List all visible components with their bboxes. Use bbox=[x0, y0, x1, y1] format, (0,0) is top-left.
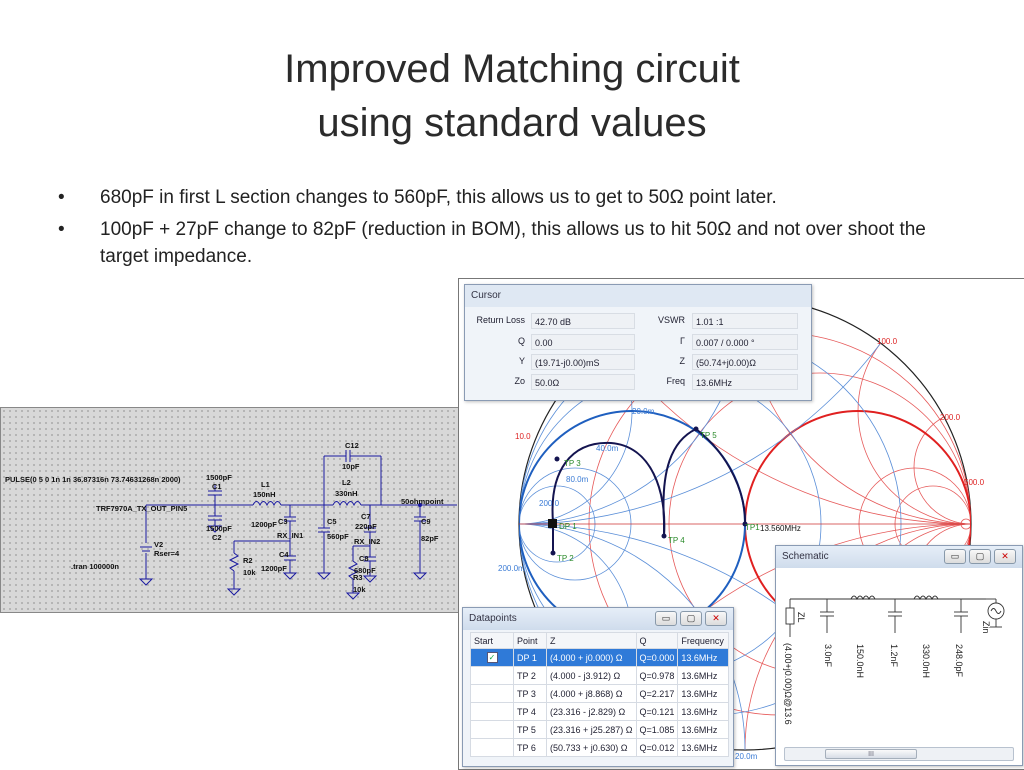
l2-value: 330nH bbox=[335, 489, 358, 498]
frequency-cell: 13.6MHz bbox=[678, 703, 729, 721]
v2-label: V2 bbox=[154, 540, 164, 549]
freq-value: 13.6MHz bbox=[692, 374, 798, 390]
c2-value: 1500pF bbox=[206, 524, 232, 533]
tp3-marker-label: TP 3 bbox=[564, 459, 581, 468]
table-row[interactable] bbox=[471, 703, 729, 721]
return-loss-value: 42.70 dB bbox=[531, 313, 635, 329]
g20-label: 20.0m bbox=[632, 407, 655, 416]
c2-value-label: 1.2nF bbox=[889, 644, 899, 668]
z-cell: (4.000 - j3.912) Ω bbox=[547, 667, 637, 685]
freq-label: Freq bbox=[666, 376, 685, 386]
r3-label: R3 bbox=[353, 573, 363, 582]
vswr-label: VSWR bbox=[658, 315, 685, 325]
z-cell: (4.000 + j0.000) Ω bbox=[547, 649, 637, 667]
point-cell: DP 1 bbox=[514, 649, 547, 667]
c5-value: 560pF bbox=[327, 532, 349, 541]
c7-label: C7 bbox=[361, 512, 371, 521]
tp4-marker-label: TP 4 bbox=[668, 536, 685, 545]
c2-label: C2 bbox=[212, 533, 222, 542]
zl-label: ZL bbox=[796, 612, 806, 623]
q-value: 0.00 bbox=[531, 334, 635, 350]
c12-value: 10pF bbox=[342, 462, 360, 471]
c3-label: C3 bbox=[278, 517, 288, 526]
source-impedance-label: (4.00+j0.00)Ω@13.6 bbox=[783, 643, 793, 725]
column-header-q[interactable]: Q bbox=[636, 633, 678, 649]
net-label-rx-in2: RX_IN2 bbox=[354, 537, 381, 546]
point-cell: TP 5 bbox=[514, 721, 547, 739]
datapoints-window-title bbox=[463, 608, 733, 630]
v2-param-label: Rser=4 bbox=[154, 549, 180, 558]
column-header-point[interactable]: Point bbox=[514, 633, 547, 649]
start-cell[interactable] bbox=[471, 739, 514, 757]
cursor-window-title: Cursor bbox=[465, 285, 811, 307]
bullet-marker: • bbox=[58, 219, 65, 240]
net-label-out: 50ohmpoint bbox=[401, 497, 444, 506]
start-cell[interactable] bbox=[471, 667, 514, 685]
table-header-row bbox=[471, 633, 729, 649]
point-cell: TP 4 bbox=[514, 703, 547, 721]
schematic-window-controls bbox=[944, 549, 1016, 564]
tp5-marker-label: TP 5 bbox=[700, 431, 717, 440]
point-cell: TP 2 bbox=[514, 667, 547, 685]
slide-title bbox=[0, 42, 1024, 150]
g200-label: 200.0 bbox=[539, 499, 560, 508]
tp1-marker-label: TP1 bbox=[745, 523, 760, 532]
gamma-label: Γ bbox=[680, 336, 685, 346]
slide-title-line-1: Improved Matching circuit bbox=[284, 47, 740, 91]
datapoints-window-controls bbox=[655, 611, 727, 626]
tran-directive: .tran 100000n bbox=[71, 562, 119, 571]
cursor-fields bbox=[465, 307, 811, 399]
ltspice-schematic bbox=[0, 407, 459, 613]
start-cell[interactable] bbox=[471, 649, 514, 667]
z-cell: (23.316 + j25.287) Ω bbox=[547, 721, 637, 739]
l2-label: L2 bbox=[342, 478, 351, 487]
y-label: Y bbox=[518, 356, 525, 366]
l1-value-label: 150.0nH bbox=[855, 644, 865, 679]
column-header-frequency[interactable]: Frequency bbox=[678, 633, 729, 649]
r100-label: 100.0 bbox=[877, 337, 898, 346]
c1-label: C1 bbox=[212, 482, 222, 491]
horizontal-scrollbar[interactable] bbox=[784, 747, 1014, 761]
bullet-item bbox=[58, 216, 938, 270]
c4-label: C4 bbox=[279, 550, 289, 559]
start-cell[interactable] bbox=[471, 685, 514, 703]
c12-label: C12 bbox=[345, 441, 359, 450]
g40-label: 40.0m bbox=[596, 444, 619, 453]
bullet-text: 100pF + 27pF change to 82pF (reduction in BOM), this allows us to hit 50Ω and not over shoot the target impedance. bbox=[100, 219, 926, 267]
table-row[interactable] bbox=[471, 685, 729, 703]
c9-label: C9 bbox=[421, 517, 431, 526]
start-cell[interactable] bbox=[471, 721, 514, 739]
q-cell: Q=2.217 bbox=[636, 685, 678, 703]
zin-label: Zin bbox=[981, 621, 991, 634]
c4-value: 1200pF bbox=[261, 564, 287, 573]
schematic-window-drawing bbox=[776, 568, 1022, 750]
net-label-tx: TRF7970A_TX_OUT_PIN5 bbox=[96, 504, 188, 513]
q-cell: Q=0.012 bbox=[636, 739, 678, 757]
r3-value: 10k bbox=[353, 585, 366, 594]
frequency-cell: 13.6MHz bbox=[678, 739, 729, 757]
frequency-cell: 13.6MHz bbox=[678, 721, 729, 739]
l2-value-label: 330.0nH bbox=[921, 644, 931, 679]
c5-label: C5 bbox=[327, 517, 337, 526]
g200b-label: 200.0m bbox=[498, 564, 525, 573]
cursor-window[interactable] bbox=[464, 284, 812, 401]
slide-title-line-2: using standard values bbox=[317, 101, 707, 145]
g80-label: 80.0m bbox=[566, 475, 589, 484]
bullet-item bbox=[58, 184, 938, 211]
start-cell[interactable] bbox=[471, 703, 514, 721]
r2-label: R2 bbox=[243, 556, 253, 565]
z-cell: (4.000 + j8.868) Ω bbox=[547, 685, 637, 703]
frequency-cell: 13.6MHz bbox=[678, 667, 729, 685]
close-button[interactable]: ✕ bbox=[994, 549, 1016, 564]
r2-value: 10k bbox=[243, 568, 256, 577]
schematic-window[interactable] bbox=[775, 545, 1023, 766]
g20b-label: 20.0m bbox=[735, 752, 758, 761]
close-button[interactable]: ✕ bbox=[705, 611, 727, 626]
l1-value: 150nH bbox=[253, 490, 276, 499]
c7-value: 220pF bbox=[355, 522, 377, 531]
c9-value: 82pF bbox=[421, 534, 439, 543]
q-label: Q bbox=[517, 336, 525, 346]
schematic-title-text: Schematic bbox=[782, 551, 829, 562]
gamma-value: 0.007 / 0.000 ° bbox=[692, 334, 798, 350]
z-label: Z bbox=[679, 356, 685, 366]
c3-value-label: 248.0pF bbox=[954, 644, 964, 678]
q-cell: Q=0.121 bbox=[636, 703, 678, 721]
point-cell: TP 3 bbox=[514, 685, 547, 703]
c3-value: 1200pF bbox=[251, 520, 277, 529]
vswr-value: 1.01 :1 bbox=[692, 313, 798, 329]
z-cell: (50.733 + j0.630) Ω bbox=[547, 739, 637, 757]
z-value: (50.74+j0.00)Ω bbox=[692, 354, 798, 370]
schematic-window-title bbox=[776, 546, 1022, 568]
y-value: (19.71-j0.00)mS bbox=[531, 354, 635, 370]
minimize-button[interactable]: ▭ bbox=[944, 549, 966, 564]
maximize-button[interactable]: ▢ bbox=[969, 549, 991, 564]
tp2-marker-label: TP 2 bbox=[557, 554, 574, 563]
datapoints-window[interactable] bbox=[462, 607, 734, 767]
table-row[interactable] bbox=[471, 649, 729, 667]
schematic-drawing bbox=[1, 408, 458, 612]
datapoints-title-text: Datapoints bbox=[469, 613, 517, 624]
start-checkbox[interactable]: ✓ bbox=[487, 652, 498, 663]
maximize-button[interactable]: ▢ bbox=[680, 611, 702, 626]
bullet-list bbox=[58, 184, 938, 275]
table-row[interactable] bbox=[471, 739, 729, 757]
q-cell: Q=0.978 bbox=[636, 667, 678, 685]
c1-value: 1500pF bbox=[206, 473, 232, 482]
minimize-button[interactable]: ▭ bbox=[655, 611, 677, 626]
datapoints-table-wrap bbox=[470, 632, 729, 757]
scrollbar-grip: III bbox=[868, 751, 874, 758]
column-header-start[interactable]: Start bbox=[471, 633, 514, 649]
c1-value-label: 3.0nF bbox=[823, 644, 833, 668]
q-cell: Q=0.000 bbox=[636, 649, 678, 667]
l1-label: L1 bbox=[261, 480, 270, 489]
column-header-z[interactable]: Z bbox=[547, 633, 637, 649]
dp1-marker-label: DP 1 bbox=[559, 522, 577, 531]
bullet-text: 680pF in first L section changes to 560pF, this allows us to get to 50Ω point later. bbox=[100, 187, 777, 208]
frequency-marker: 13.560MHz bbox=[760, 524, 801, 533]
return-loss-label: Return Loss bbox=[476, 315, 525, 325]
net-label-rx-in1: RX_IN1 bbox=[277, 531, 304, 540]
c8-value: 680pF bbox=[354, 566, 376, 575]
point-cell: TP 6 bbox=[514, 739, 547, 757]
table-row[interactable] bbox=[471, 721, 729, 739]
c8-label: C8 bbox=[359, 554, 369, 563]
bullet-marker: • bbox=[58, 187, 65, 208]
scrollbar-thumb[interactable] bbox=[825, 749, 917, 759]
table-row[interactable] bbox=[471, 667, 729, 685]
z-cell: (23.316 - j2.829) Ω bbox=[547, 703, 637, 721]
source-label: PULSE(0 5 0 1n 1n 36.87316n 73.74631268n 2000) bbox=[5, 475, 181, 484]
zo-value: 50.0Ω bbox=[531, 374, 635, 390]
r200-label: 200.0 bbox=[940, 413, 961, 422]
r500-label: 500.0 bbox=[964, 478, 985, 487]
zo-label: Zo bbox=[514, 376, 525, 386]
frequency-cell: 13.6MHz bbox=[678, 685, 729, 703]
q-cell: Q=1.085 bbox=[636, 721, 678, 739]
r10-label: 10.0 bbox=[515, 432, 531, 441]
frequency-cell: 13.6MHz bbox=[678, 649, 729, 667]
datapoints-table bbox=[470, 632, 729, 757]
